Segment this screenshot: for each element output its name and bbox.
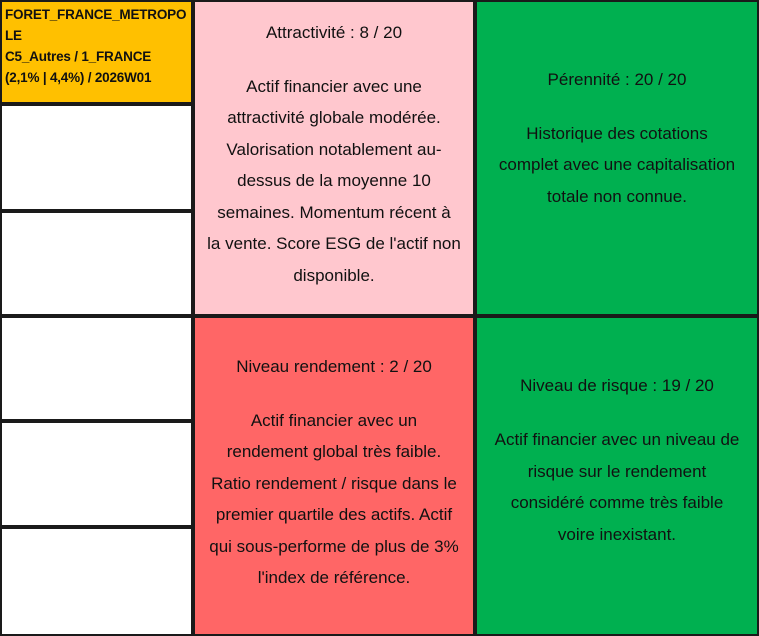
desc-line: Actif financier avec une (246, 76, 422, 96)
desc-line: considéré comme très faible (510, 493, 724, 512)
perennite-title: Pérennité : 20 / 20 (547, 69, 687, 89)
desc-line: Historique des cotations (526, 123, 708, 143)
desc-line: risque sur le rendement (527, 461, 707, 481)
rendement-title: Niveau rendement : 2 / 20 (236, 356, 432, 376)
desc-line: la vente. Score ESG de l'actif non (207, 234, 461, 254)
desc-line: rendement global très faible. (226, 442, 442, 461)
desc-line: attractivité globale modérée. (227, 108, 441, 128)
desc-line: premier quartile des actifs. Actif (215, 505, 453, 524)
rendement-cell (193, 316, 475, 636)
risque-cell (475, 316, 759, 636)
desc-line: semaines. Momentum récent à (217, 202, 451, 222)
rendement-description (209, 405, 458, 594)
desc-line: dessus de la moyenne 10 (237, 171, 431, 191)
desc-line: Valorisation notablement au- (226, 139, 442, 159)
desc-line: voire inexistant. (557, 524, 677, 544)
risque-description (495, 424, 740, 550)
asset-category: C5_Autres / 1_FRANCE (5, 49, 152, 64)
desc-line: qui sous-performe de plus de 3% (209, 536, 459, 556)
blank-cell (0, 316, 193, 421)
blank-cell (0, 104, 193, 211)
asset-name-line2: LE (5, 28, 22, 43)
attractivite-cell (193, 0, 475, 316)
blank-cell (0, 211, 193, 316)
desc-line: disponible. (293, 265, 375, 285)
risque-title: Niveau de risque : 19 / 20 (520, 376, 714, 395)
desc-line: complet avec une capitalisation (498, 155, 736, 175)
desc-line: Actif financier avec un niveau de (494, 430, 740, 449)
blank-cell (0, 421, 193, 527)
asset-identifier (1, 1, 192, 103)
asset-perf-period: (2,1% | 4,4%) / 2026W01 (5, 70, 152, 85)
perennite-cell (475, 0, 759, 316)
desc-line: totale non connue. (547, 186, 687, 206)
desc-line: l'index de référence. (257, 568, 411, 587)
attractivite-description (207, 71, 461, 292)
desc-line: Ratio rendement / risque dans le (211, 473, 457, 493)
perennite-description (499, 118, 735, 213)
blank-cell (0, 527, 193, 636)
attractivite-title: Attractivité : 8 / 20 (265, 22, 403, 42)
asset-identifier-cell (0, 0, 193, 104)
desc-line: Actif financier avec un (250, 410, 418, 430)
asset-name-line1: FORET_FRANCE_METROPO (5, 7, 187, 22)
